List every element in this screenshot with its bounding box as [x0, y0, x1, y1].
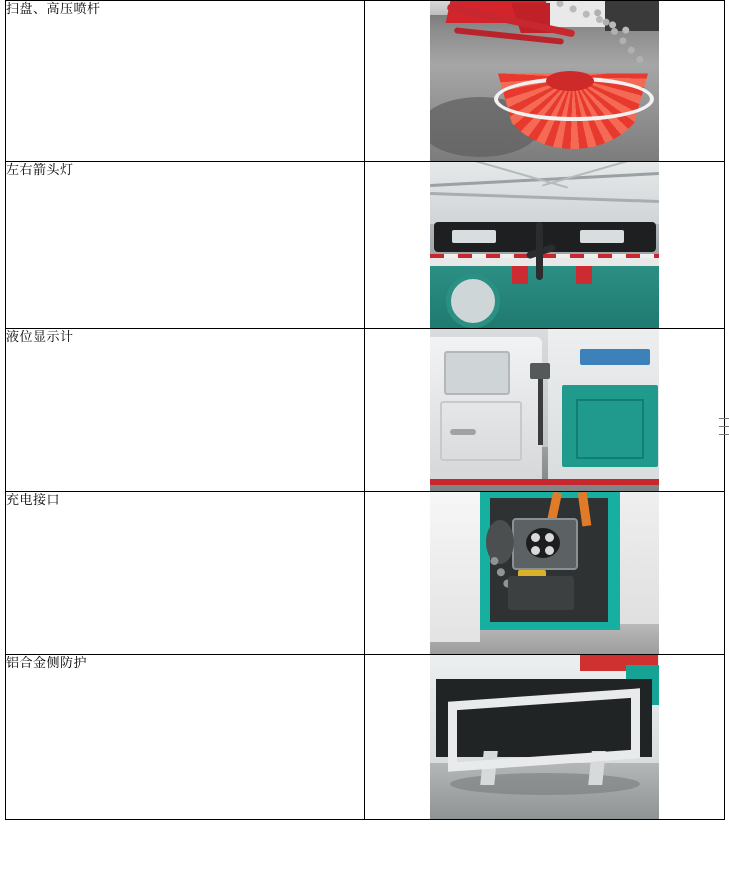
photo-socket-pin-shape-3 — [531, 546, 540, 555]
row-label-text: 扫盘、高压喷杆 — [6, 2, 101, 17]
sweeping-discs-photo — [430, 1, 659, 161]
photo-shadow-shape — [450, 773, 640, 795]
row-image-cell-3 — [365, 329, 725, 492]
arrow-lamps-photo — [430, 162, 659, 328]
row-label-cell-4 — [6, 492, 365, 655]
photo-cable-junction-shape — [508, 576, 574, 610]
photo-white-body-shape — [430, 492, 480, 642]
row-label-cell-3 — [6, 329, 365, 492]
row-image-cell-1 — [365, 1, 725, 162]
row-image-cell-2 — [365, 162, 725, 329]
photo-level-gauge-head-shape — [530, 363, 550, 379]
table-row — [6, 655, 725, 820]
row-label-text: 铝合金侧防护 — [6, 656, 88, 671]
page-edge-mark — [719, 418, 729, 419]
row-label-cell-1 — [6, 1, 365, 162]
page-edge-mark-2 — [719, 426, 729, 427]
row-label-text: 左右箭头灯 — [6, 163, 74, 178]
photo-right-arrow-lamp-shape — [580, 230, 624, 243]
photo-level-gauge-tube-shape — [538, 371, 543, 445]
row-image-cell-5 — [365, 655, 725, 820]
photo-socket-pin-shape-2 — [545, 533, 554, 542]
aluminium-side-guard-photo — [430, 655, 659, 819]
spec-table — [5, 0, 725, 820]
photo-brand-logo-shape — [580, 349, 650, 365]
photo-red-marker-shape-2 — [576, 266, 592, 284]
photo-brush-group — [488, 49, 648, 154]
row-label-cell-5 — [6, 655, 365, 820]
row-label-text: 液位显示计 — [6, 330, 74, 345]
photo-left-arrow-lamp-shape — [452, 230, 496, 243]
photo-charging-socket-shape — [526, 528, 560, 558]
photo-brush-hub-shape — [546, 71, 594, 91]
level-gauge-photo — [430, 329, 659, 491]
table-row — [6, 492, 725, 655]
row-label-text: 充电接口 — [6, 493, 61, 508]
photo-socket-pin-shape — [531, 533, 540, 542]
row-image-cell-4 — [365, 492, 725, 655]
table-row — [6, 329, 725, 492]
photo-aluminium-frame-shape — [448, 688, 640, 771]
photo-red-floor-line-shape — [430, 479, 659, 485]
page-edge-mark-3 — [719, 434, 729, 435]
photo-door-handle-shape — [450, 429, 476, 435]
photo-red-marker-shape — [512, 266, 528, 284]
photo-socket-pin-shape-4 — [545, 546, 554, 555]
table-row — [6, 1, 725, 162]
spec-table-body — [6, 1, 725, 820]
photo-cab-window-shape — [444, 351, 510, 395]
photo-tank-opening-shape — [446, 274, 500, 328]
charging-port-photo — [430, 492, 659, 654]
row-label-cell-2 — [6, 162, 365, 329]
table-row — [6, 162, 725, 329]
photo-green-door-shape — [576, 399, 644, 459]
